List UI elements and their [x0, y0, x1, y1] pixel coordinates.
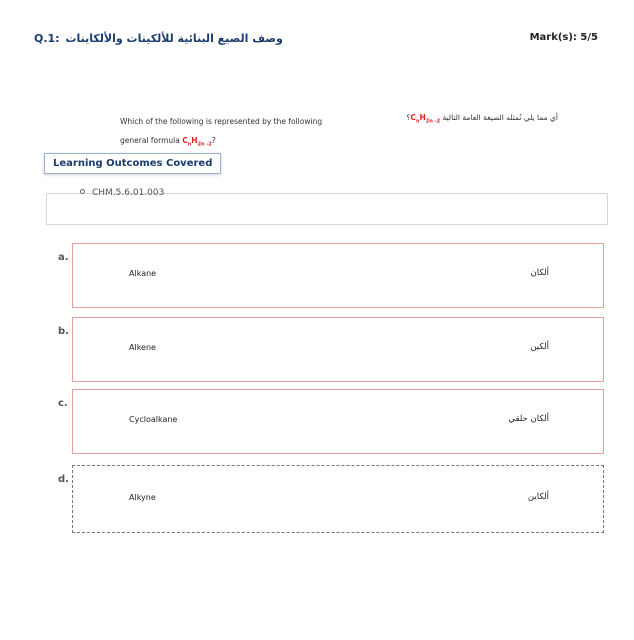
marks-label: Mark(s): 5/5 — [529, 32, 598, 43]
option-d-arabic: ألكاين — [527, 492, 549, 502]
option-a[interactable] — [72, 243, 604, 308]
formula-sub: 2n -2 — [197, 141, 212, 148]
option-c[interactable] — [72, 389, 604, 454]
question-title-text: وصف الصيغ البنائية للألكينات والألكاينات — [65, 32, 283, 45]
formula-ar-c: C — [410, 113, 416, 122]
question-number: Q.1: — [34, 32, 60, 45]
question-title — [34, 32, 283, 45]
option-d-letter: d. — [58, 474, 69, 485]
question-prompt-english — [120, 112, 350, 155]
option-d-english: Alkyne — [129, 493, 156, 502]
prompt-en-end: ? — [211, 136, 216, 145]
option-b-english: Alkene — [129, 343, 156, 352]
option-b-arabic: ألكين — [530, 342, 549, 352]
prompt-ar-text: أي مما يلي تُمثله الصيغة العامة التالية — [442, 113, 558, 122]
learning-outcome-item — [80, 188, 164, 198]
prompt-ar-formula — [410, 113, 441, 125]
option-d[interactable] — [72, 465, 604, 533]
formula-ar-n: n — [415, 118, 420, 125]
option-c-english: Cycloalkane — [129, 415, 178, 424]
option-a-english: Alkane — [129, 269, 157, 278]
prompt-en-text: Which of the following is represented by the following general formula — [120, 117, 323, 145]
option-b-letter: b. — [58, 326, 69, 337]
formula-c: C — [182, 136, 188, 145]
question-prompt-arabic — [390, 112, 558, 128]
prompt-ar-end: ؟ — [406, 113, 411, 122]
option-c-arabic: ألكان حلقي — [508, 414, 549, 424]
formula-ar-sub: 2n -2 — [425, 118, 441, 125]
formula-h: H — [191, 136, 198, 145]
prompt-en-formula — [182, 136, 212, 148]
learning-outcomes-label: Learning Outcomes Covered — [44, 153, 221, 174]
learning-outcome-code: CHM.5.6.01.003 — [92, 188, 165, 198]
option-b[interactable] — [72, 317, 604, 382]
formula-ar-h: H — [419, 113, 426, 122]
option-c-letter: c. — [58, 398, 68, 409]
option-a-letter: a. — [58, 252, 69, 263]
bullet-circle-icon — [80, 189, 85, 194]
formula-n: n — [187, 141, 192, 148]
option-a-arabic: ألكان — [530, 268, 549, 278]
